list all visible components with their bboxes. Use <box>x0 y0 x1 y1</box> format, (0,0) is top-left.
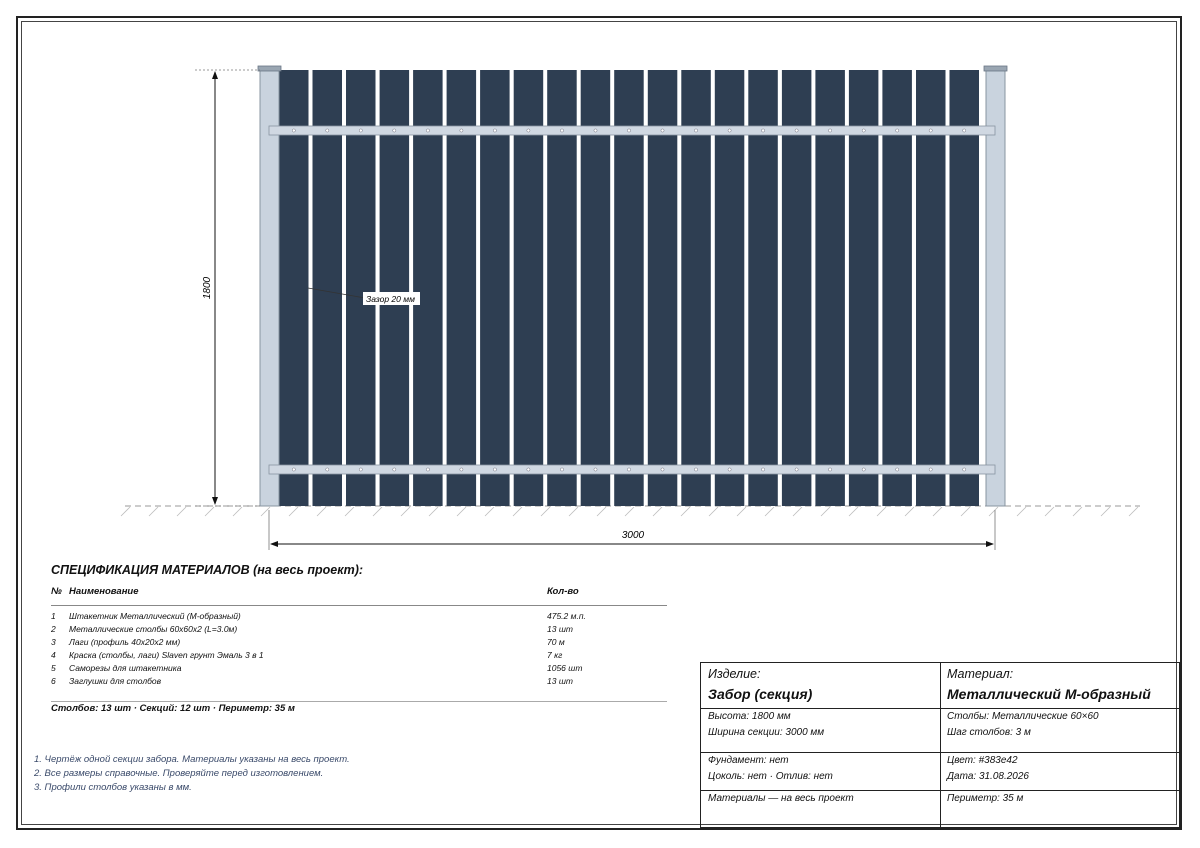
screw <box>560 468 563 471</box>
spec-row-name: Краска (столбы, лаги) Slaven грунт Эмаль 3 в 1 <box>69 650 264 660</box>
ground-hatch <box>569 507 578 516</box>
ground-hatch <box>289 507 298 516</box>
ground-hatch <box>1101 507 1110 516</box>
ground-hatch <box>709 507 718 516</box>
ground-hatch <box>961 507 970 516</box>
screw <box>929 468 932 471</box>
spec-row-no: 5 <box>51 663 56 673</box>
spec-row-no: 6 <box>51 676 56 686</box>
ground-hatch <box>905 507 914 516</box>
spec-title: СПЕЦИФИКАЦИЯ МАТЕРИАЛОВ (на весь проект): <box>51 563 364 577</box>
ground-hatch <box>485 507 494 516</box>
material-label: Материал: <box>947 667 1014 681</box>
ground-line <box>121 506 1140 516</box>
ground-hatch <box>1073 507 1082 516</box>
spec-row-no: 2 <box>51 624 56 634</box>
spec-row <box>51 676 667 689</box>
screw <box>393 129 396 132</box>
screw <box>359 129 362 132</box>
ground-hatch <box>513 507 522 516</box>
spec-summary: Столбов: 13 шт · Секций: 12 шт · Периметр: 35 м <box>51 703 295 714</box>
spec-row-name: Лаги (профиль 40x20x2 мм) <box>69 637 181 647</box>
screw <box>594 129 597 132</box>
screw <box>326 468 329 471</box>
screw <box>292 468 295 471</box>
section-width-value: Ширина секции: 3000 мм <box>708 727 825 738</box>
spec-row-qty: 1056 шт <box>547 663 583 673</box>
product-value: Забор (секция) <box>708 686 813 702</box>
ground-hatch <box>681 507 690 516</box>
foundation-value: Фундамент: нет <box>708 755 789 766</box>
screw <box>862 468 865 471</box>
ground-hatch <box>401 507 410 516</box>
ground-hatch <box>1129 507 1138 516</box>
height-value: Высота: 1800 мм <box>708 711 791 722</box>
spec-row-no: 3 <box>51 637 56 647</box>
spec-row-name: Штакетник Металлический (М-образный) <box>69 611 241 621</box>
screw <box>326 129 329 132</box>
title-block <box>700 662 1180 828</box>
screw <box>795 468 798 471</box>
posts-value: Столбы: Металлические 60×60 <box>947 711 1099 722</box>
screw <box>460 468 463 471</box>
ground-hatch <box>1017 507 1026 516</box>
note-item: 2. Все размеры справочные. Проверяйте перед изготовлением. <box>34 768 324 779</box>
spec-row <box>51 637 667 650</box>
screw <box>292 129 295 132</box>
ground-hatch <box>429 507 438 516</box>
screw <box>359 468 362 471</box>
screw <box>762 129 765 132</box>
screw <box>694 129 697 132</box>
screw <box>862 129 865 132</box>
screw <box>493 468 496 471</box>
ground-hatch <box>765 507 774 516</box>
post-step-value: Шаг столбов: 3 м <box>947 727 1031 738</box>
screw <box>560 129 563 132</box>
screw <box>661 468 664 471</box>
height-dimension <box>195 70 260 506</box>
ground-hatch <box>345 507 354 516</box>
screw <box>460 129 463 132</box>
ground-hatch <box>317 507 326 516</box>
ground-hatch <box>1045 507 1054 516</box>
ground-hatch <box>541 507 550 516</box>
notes <box>34 753 350 795</box>
spec-col-qty: Кол-во <box>547 586 579 597</box>
spec-row-name: Саморезы для штакетника <box>69 663 182 673</box>
rail-top <box>269 126 995 135</box>
spec-row-no: 4 <box>51 650 56 660</box>
height-label: 1800 <box>202 276 213 300</box>
product-label: Изделие: <box>708 667 761 681</box>
screw <box>694 468 697 471</box>
screw <box>493 129 496 132</box>
screw <box>426 129 429 132</box>
note-item: 3. Профили столбов указаны в мм. <box>34 782 192 793</box>
screw <box>728 129 731 132</box>
screw <box>762 468 765 471</box>
screw <box>527 468 530 471</box>
plinth-value: Цоколь: нет · Отлив: нет <box>708 771 833 782</box>
spec-col-name: Наименование <box>69 586 139 597</box>
screw <box>627 129 630 132</box>
screw <box>963 129 966 132</box>
note-item: 1. Чертёж одной секции забора. Материалы указаны на весь проект. <box>34 754 350 765</box>
spec-col-no: № <box>51 586 62 597</box>
ground-hatch <box>933 507 942 516</box>
ground-hatch <box>149 507 158 516</box>
screw <box>829 129 832 132</box>
width-dimension <box>269 510 995 550</box>
screw <box>728 468 731 471</box>
ground-hatch <box>737 507 746 516</box>
screw <box>896 129 899 132</box>
material-value: Металлический М-образный <box>947 686 1151 702</box>
ground-hatch <box>625 507 634 516</box>
screw <box>627 468 630 471</box>
spec-row-qty: 70 м <box>547 637 565 647</box>
screw <box>661 129 664 132</box>
ground-hatch <box>849 507 858 516</box>
color-value: Цвет: #383e42 <box>947 755 1018 766</box>
spec-row <box>51 611 667 624</box>
screw <box>426 468 429 471</box>
ground-hatch <box>121 507 130 516</box>
screw <box>795 129 798 132</box>
ground-hatch <box>177 507 186 516</box>
screw <box>829 468 832 471</box>
spec-footer-divider <box>51 701 667 702</box>
screw <box>393 468 396 471</box>
spec-row-qty: 7 кг <box>547 650 563 660</box>
rail-bottom <box>269 465 995 474</box>
gap-label: Зазор 20 мм <box>366 294 415 304</box>
ground-hatch <box>989 507 998 516</box>
perimeter-value: Периметр: 35 м <box>947 793 1024 804</box>
spec-row-qty: 13 шт <box>547 676 573 686</box>
ground-hatch <box>793 507 802 516</box>
ground-hatch <box>653 507 662 516</box>
ground-hatch <box>233 507 242 516</box>
spec-header-divider <box>51 605 667 606</box>
spec-row-name: Металлические столбы 60x60x2 (L=3.0м) <box>69 624 238 634</box>
ground-hatch <box>205 507 214 516</box>
screw <box>594 468 597 471</box>
ground-hatch <box>877 507 886 516</box>
screw <box>896 468 899 471</box>
screw <box>963 468 966 471</box>
spec-row <box>51 650 667 663</box>
ground-hatch <box>373 507 382 516</box>
spec-row-qty: 13 шт <box>547 624 573 634</box>
ground-hatch <box>457 507 466 516</box>
spec-row-qty: 475.2 м.п. <box>547 611 586 621</box>
ground-hatch <box>821 507 830 516</box>
screw <box>929 129 932 132</box>
date-value: Дата: 31.08.2026 <box>947 771 1029 782</box>
spec-row <box>51 624 667 637</box>
screw <box>527 129 530 132</box>
spec-row-name: Заглушки для столбов <box>69 676 162 686</box>
spec-row-no: 1 <box>51 611 56 621</box>
spec-row <box>51 663 667 676</box>
materials-note: Материалы — на весь проект <box>708 793 854 804</box>
ground-hatch <box>597 507 606 516</box>
width-label: 3000 <box>621 530 645 541</box>
